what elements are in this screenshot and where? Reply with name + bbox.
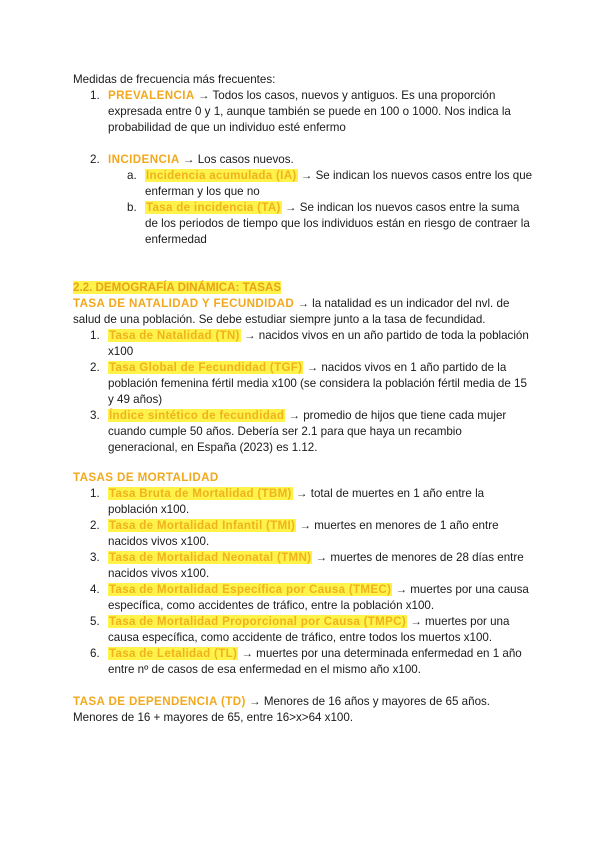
item-text: → total de muertes en 1 año entre la población x100. <box>108 487 485 516</box>
item-text: Los casos nuevos. <box>197 153 294 166</box>
item-text: → muertes por una causa específica, como accidentes de tráfico, entre la población x100. <box>108 583 529 612</box>
term-isf: Índice sintético de fecundidad <box>109 409 285 422</box>
item-number: 3. <box>90 409 100 422</box>
item-text: → muertes de menores de 28 días entre nacidos vivos x100. <box>108 551 524 580</box>
term-tgf: Tasa Global de Fecundidad (TGF) <box>109 361 303 374</box>
item-letter: b. <box>127 201 137 214</box>
item-text: → Se indican los nuevos casos entre la suma de los periodos de tiempo que los individuos están en riesgo de contraer la enfermedad <box>145 201 530 246</box>
list-item-tl <box>73 646 533 678</box>
sublist-item-ia <box>73 168 533 200</box>
item-text: → Se indican los nuevos casos entre los que enferman y los que no <box>145 169 533 198</box>
natalidad-paragraph <box>73 296 533 328</box>
item-number: 1. <box>90 329 100 342</box>
mortalidad-section <box>73 470 533 678</box>
term-prevalencia: PREVALENCIA <box>108 89 195 102</box>
item-text: → muertes por una causa específica, como accidente de tráfico, entre todos los muertos x100. <box>108 615 510 644</box>
section-title <box>73 280 533 296</box>
term-incidencia-acumulada: Incidencia acumulada (IA) <box>146 169 297 182</box>
arrow-text: → <box>194 89 213 102</box>
term-tl: Tasa de Letalidad (TL) <box>109 647 238 660</box>
list-item-tbm <box>73 486 533 518</box>
list-item-tmn <box>73 550 533 582</box>
term-tasa-incidencia: Tasa de incidencia (TA) <box>146 201 281 214</box>
list-item-isf <box>73 408 533 456</box>
sublist-item-ta <box>73 200 533 248</box>
item-number: 1. <box>90 487 100 500</box>
item-number: 2. <box>90 153 100 166</box>
natalidad-section <box>73 280 533 456</box>
term-tmn: Tasa de Mortalidad Neonatal (TMN) <box>109 551 312 564</box>
intro-text: Medidas de frecuencia más frecuentes: <box>73 73 276 86</box>
item-text: Todos los casos, nuevos y antiguos. Es una proporción expresada entre 0 y 1, aunque también se puede en 100 o 1000. Nos indica la probabilidad de que un individuo esté enfermo <box>108 89 511 134</box>
frequency-section <box>73 72 533 248</box>
list-item-prevalencia <box>73 88 533 136</box>
item-number: 2. <box>90 361 100 374</box>
item-letter: a. <box>127 169 137 182</box>
term-tmpc: Tasa de Mortalidad Proporcional por Causa (TMPC) <box>109 615 406 628</box>
list-item-tmec <box>73 582 533 614</box>
term-dependencia: TASA DE DEPENDENCIA (TD) <box>73 695 246 708</box>
term-natalidad: TASA DE NATALIDAD Y FECUNDIDAD <box>73 297 295 310</box>
list-item-tmpc <box>73 614 533 646</box>
item-number: 1. <box>90 89 100 102</box>
list-item-tgf <box>73 360 533 408</box>
dependencia-paragraph <box>73 694 533 726</box>
item-text: → nacidos vivos en 1 año partido de la población femenina fértil media x100 (se considera la población fértil media de 15 y 49 años) <box>108 361 527 406</box>
item-text: → muertes en menores de 1 año entre nacidos vivos x100. <box>108 519 499 548</box>
term-incidencia: INCIDENCIA <box>108 153 180 166</box>
paragraph-text: → Menores de 16 años y mayores de 65 años. Menores de 16 + mayores de 65, entre 16>x>64 x100. <box>73 695 491 724</box>
mortalidad-title-text: TASAS DE MORTALIDAD <box>73 471 219 484</box>
arrow-text: → <box>179 153 198 166</box>
paragraph-text: → la natalidad es un indicador del nvl. de salud de una población. Se debe estudiar siempre junto a la tasa de fecundidad. <box>73 297 510 326</box>
section-title-text: 2.2. DEMOGRAFÍA DINÁMICA: TASAS <box>73 281 282 294</box>
list-item-incidencia <box>73 152 533 168</box>
mortalidad-title <box>73 470 533 486</box>
term-tn: Tasa de Natalidad (TN) <box>109 329 240 342</box>
item-number: 3. <box>90 551 100 564</box>
item-number: 2. <box>90 519 100 532</box>
dependencia-section <box>73 694 533 726</box>
item-text: → promedio de hijos que tiene cada mujer cuando cumple 50 años. Debería ser 2.1 para que haya un recambio generacional, en España (2023) es 1.12. <box>108 409 507 454</box>
term-tmec: Tasa de Mortalidad Específica por Causa (TMEC) <box>109 583 392 596</box>
item-text: → nacidos vivos en un año partido de toda la población x100 <box>108 329 529 358</box>
list-item-tn <box>73 328 533 360</box>
item-number: 4. <box>90 583 100 596</box>
term-tmi: Tasa de Mortalidad Infantil (TMI) <box>109 519 296 532</box>
item-number: 6. <box>90 647 100 660</box>
item-text: → muertes por una determinada enfermedad en 1 año entre nº de casos de esa enfermedad en el mismo año x100. <box>108 647 522 676</box>
item-number: 5. <box>90 615 100 628</box>
list-item-tmi <box>73 518 533 550</box>
term-tbm: Tasa Bruta de Mortalidad (TBM) <box>109 487 292 500</box>
